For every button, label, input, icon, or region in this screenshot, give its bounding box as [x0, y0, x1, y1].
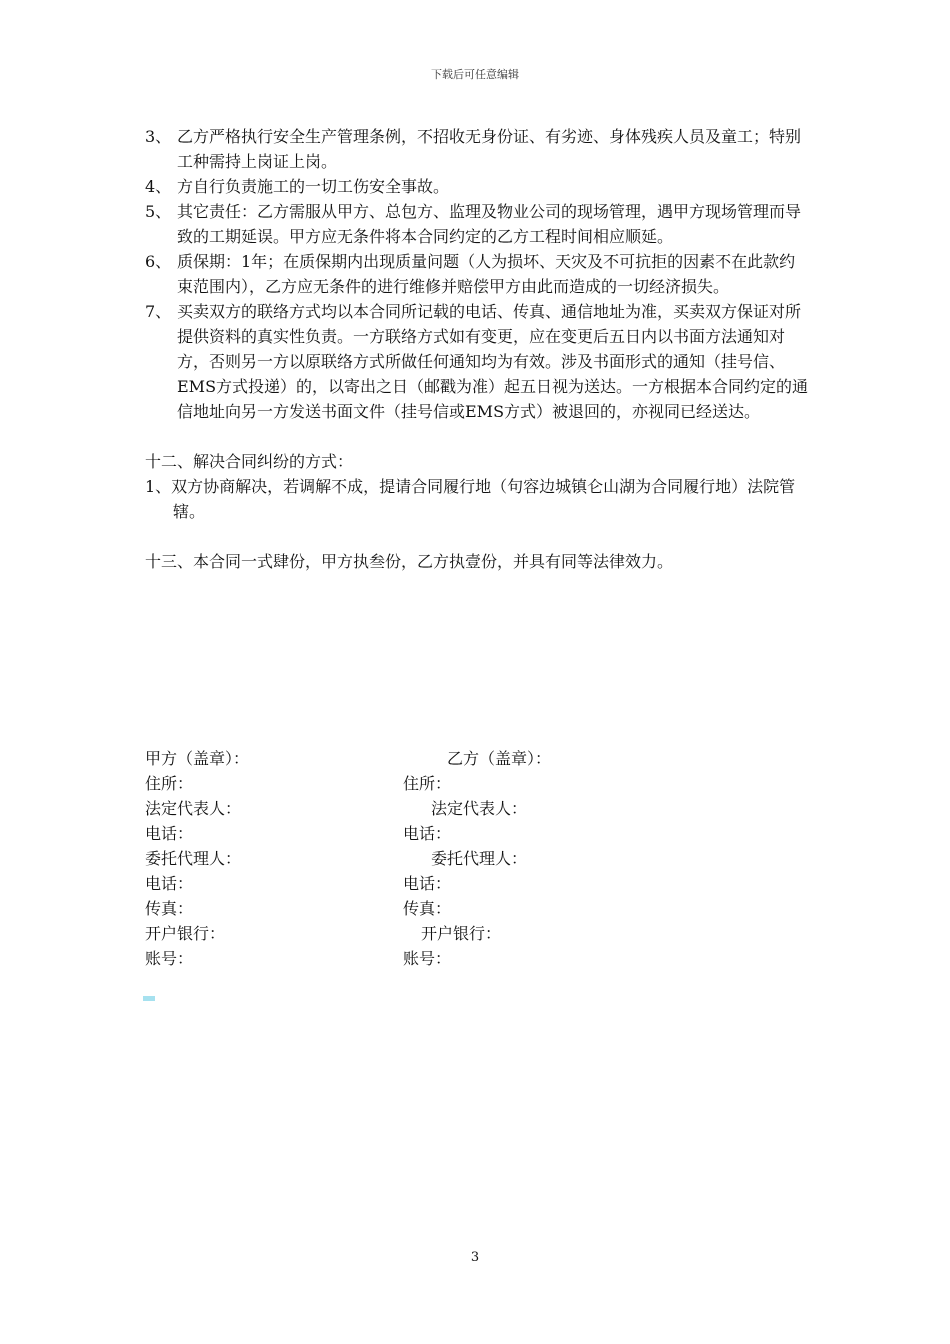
clause-text: 买卖双方的联络方式均以本合同所记载的电话、传真、通信地址为准，买卖双方保证对所提供资料的真实性负责。一方联络方式如有变更，应在变更后五日内以书面方法通知对方，否则另一方以原联络方式所做任何通知均为有效。涉及书面形式的通知（挂号信、EMS方式投递）的，以寄出之日（邮戳为准）起五日视为送达。一方根据本合同约定的通信地址向另一方发送书面文件（挂号信或EMS方式）被退回的，亦视同已经送达。 [177, 302, 809, 421]
clause-3 [145, 124, 810, 174]
clause-number: 3、 [145, 127, 172, 146]
party-a-bank: 开户银行： [145, 924, 226, 943]
clause-text: 其它责任：乙方需服从甲方、总包方、监理及物业公司的现场管理，遇甲方现场管理而导致的工期延误。甲方应无条件将本合同约定的乙方工程时间相应顺延。 [177, 202, 802, 246]
clause-7 [145, 299, 810, 424]
clause-number: 5、 [145, 202, 172, 221]
signature-row [145, 821, 551, 846]
party-a-phone: 电话： [145, 824, 194, 843]
clause-number: 7、 [145, 302, 172, 321]
signature-row [145, 771, 551, 796]
party-b-phone: 电话： [403, 824, 452, 843]
section-12-title: 十二、解决合同纠纷的方式： [145, 452, 354, 471]
signature-row [145, 746, 551, 771]
party-a-address: 住所： [145, 774, 194, 793]
party-b-fax: 传真： [403, 899, 452, 918]
party-a-phone-2: 电话： [145, 874, 194, 893]
contract-body [145, 124, 810, 574]
party-b-agent: 委托代理人： [431, 849, 528, 868]
signature-row [145, 796, 551, 821]
signature-row [145, 921, 551, 946]
party-b-phone-2: 电话： [403, 874, 452, 893]
signature-row [145, 896, 551, 921]
section-13: 十三、本合同一式肆份，甲方执叁份，乙方执壹份，并具有同等法律效力。 [145, 552, 674, 571]
party-b-seal: 乙方（盖章）： [447, 749, 552, 768]
header-note: 下载后可任意编辑 [431, 68, 519, 81]
party-b-legal-rep: 法定代表人： [431, 799, 528, 818]
party-a-legal-rep: 法定代表人： [145, 799, 242, 818]
party-a-fax: 传真： [145, 899, 194, 918]
signature-row [145, 946, 551, 971]
clause-text: 乙方严格执行安全生产管理条例，不招收无身份证、有劣迹、身体残疾人员及童工；特别工种需持上岗证上岗。 [177, 127, 802, 171]
party-a-seal: 甲方（盖章）： [145, 749, 250, 768]
text-cursor-mark[interactable] [143, 996, 155, 1001]
party-b-account: 账号： [403, 949, 452, 968]
signature-row [145, 846, 551, 871]
party-b-address: 住所： [403, 774, 452, 793]
page-number: 3 [470, 1250, 480, 1265]
clause-number: 6、 [145, 252, 172, 271]
section-12-item: 1、双方协商解决，若调解不成，提请合同履行地（句容边城镇仑山湖为合同履行地）法院管辖。 [145, 477, 796, 521]
party-a-agent: 委托代理人： [145, 849, 242, 868]
clause-6 [145, 249, 810, 299]
clause-text: 方自行负责施工的一切工伤安全事故。 [177, 177, 450, 196]
party-b-bank: 开户银行： [421, 924, 502, 943]
clause-5 [145, 199, 810, 249]
party-a-account: 账号： [145, 949, 194, 968]
clause-4 [145, 174, 810, 199]
signature-row [145, 871, 551, 896]
signature-block [145, 746, 551, 971]
clause-number: 4、 [145, 177, 172, 196]
clause-text: 质保期：1年；在质保期内出现质量问题（人为损坏、天灾及不可抗拒的因素不在此款约束范围内），乙方应无条件的进行维修并赔偿甲方由此而造成的一切经济损失。 [177, 252, 796, 296]
